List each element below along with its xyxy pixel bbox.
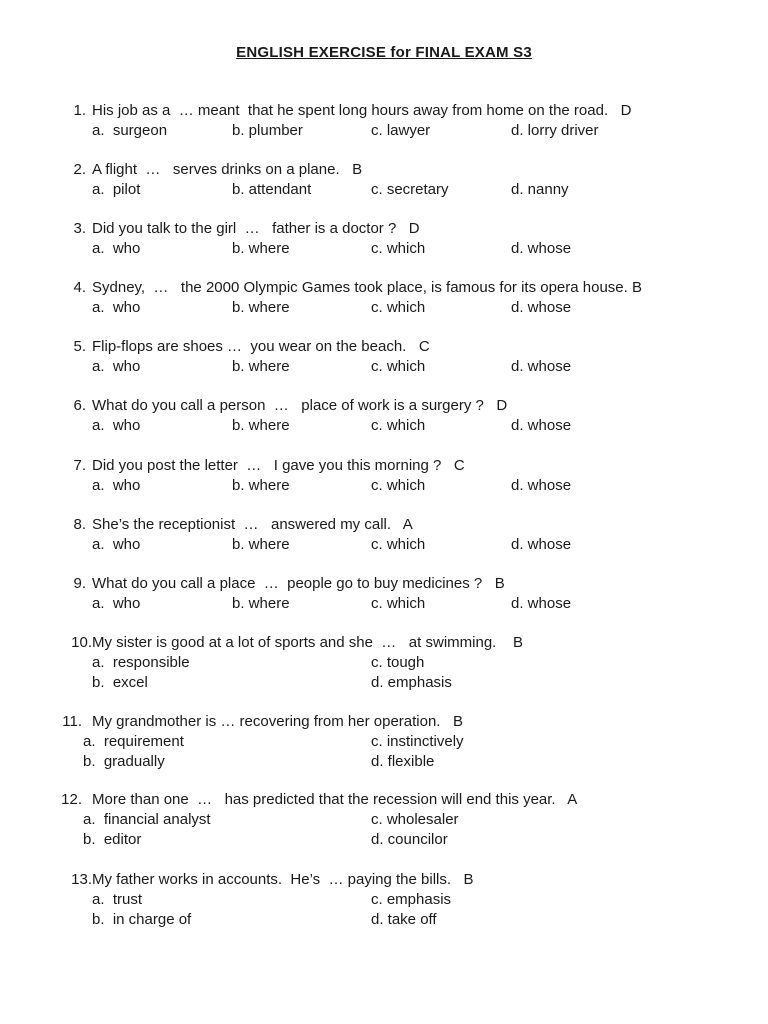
question-7	[0, 456, 768, 496]
option-a: a. who	[92, 240, 141, 257]
option-d: d. flexible	[371, 753, 435, 770]
question-12	[0, 790, 768, 850]
option-c: c. which	[371, 595, 426, 612]
option-a: a. who	[92, 536, 141, 553]
option-b: b. gradually	[83, 753, 165, 770]
option-a: a. who	[92, 477, 141, 494]
question-text: Flip-flops are shoes … you wear on the beach. C	[92, 338, 430, 355]
option-a: a. trust	[92, 891, 143, 908]
option-d: d. whose	[511, 240, 572, 257]
option-c: c. which	[371, 477, 426, 494]
question-number: 6.	[73, 397, 86, 414]
option-c: c. which	[371, 299, 426, 316]
option-b: b. excel	[92, 674, 148, 691]
question-text: My father works in accounts. He’s … paying the bills. B	[92, 871, 474, 888]
option-c: c. tough	[371, 654, 425, 671]
option-b: b. where	[232, 417, 290, 434]
option-a: a. surgeon	[92, 122, 168, 139]
question-text: Did you talk to the girl … father is a doctor ? D	[92, 220, 420, 237]
question-number: 1.	[73, 102, 86, 119]
option-c: c. which	[371, 417, 426, 434]
question-text: She’s the receptionist … answered my call. A	[92, 516, 413, 533]
option-a: a. who	[92, 417, 141, 434]
option-d: d. whose	[511, 477, 572, 494]
question-text: More than one … has predicted that the recession will end this year. A	[92, 791, 578, 808]
question-11	[0, 712, 768, 772]
option-d: d. whose	[511, 595, 572, 612]
page-title: ENGLISH EXERCISE for FINAL EXAM S3	[236, 44, 532, 61]
option-d: d. whose	[511, 536, 572, 553]
option-d: d. whose	[511, 358, 572, 375]
question-13	[0, 870, 768, 930]
question-text: A flight … serves drinks on a plane. B	[92, 161, 363, 178]
option-b: b. where	[232, 536, 290, 553]
option-d: d. whose	[511, 417, 572, 434]
option-a: a. financial analyst	[83, 811, 211, 828]
question-number: 2.	[73, 161, 86, 178]
option-b: b. where	[232, 358, 290, 375]
question-number: 8.	[73, 516, 86, 533]
question-text: My sister is good at a lot of sports and she … at swimming. B	[92, 634, 524, 651]
option-b: b. where	[232, 595, 290, 612]
question-number: 10.	[71, 634, 92, 651]
option-b: b. where	[232, 240, 290, 257]
option-c: c. which	[371, 536, 426, 553]
question-text: Did you post the letter … I gave you this morning ? C	[92, 457, 465, 474]
question-number: 11.	[62, 713, 82, 730]
option-d: d. whose	[511, 299, 572, 316]
option-a: a. who	[92, 358, 141, 375]
option-d: d. emphasis	[371, 674, 452, 691]
option-c: c. instinctively	[371, 733, 464, 750]
question-number: 4.	[73, 279, 86, 296]
option-c: c. emphasis	[371, 891, 452, 908]
question-3	[0, 219, 768, 259]
option-b: b. plumber	[232, 122, 303, 139]
question-text: What do you call a person … place of work is a surgery ? D	[92, 397, 508, 414]
question-10	[0, 633, 768, 693]
option-c: c. lawyer	[371, 122, 431, 139]
option-a: a. responsible	[92, 654, 190, 671]
question-text: Sydney, … the 2000 Olympic Games took place, is famous for its opera house. B	[92, 279, 642, 296]
question-number: 9.	[73, 575, 86, 592]
option-d: d. councilor	[371, 831, 448, 848]
option-a: a. who	[92, 595, 141, 612]
question-number: 13.	[71, 871, 92, 888]
option-b: b. editor	[83, 831, 142, 848]
question-text: What do you call a place … people go to buy medicines ? B	[92, 575, 505, 592]
question-4	[0, 278, 768, 318]
question-text: My grandmother is … recovering from her operation. B	[92, 713, 463, 730]
option-c: c. secretary	[371, 181, 449, 198]
option-c: c. which	[371, 358, 426, 375]
option-d: d. lorry driver	[511, 122, 599, 139]
option-a: a. requirement	[83, 733, 184, 750]
question-1	[0, 101, 768, 141]
option-b: b. in charge of	[92, 911, 192, 928]
option-d: d. take off	[371, 911, 437, 928]
option-a: a. who	[92, 299, 141, 316]
question-5	[0, 337, 768, 377]
option-a: a. pilot	[92, 181, 141, 198]
question-6	[0, 396, 768, 436]
option-d: d. nanny	[511, 181, 569, 198]
question-number: 12.	[61, 791, 82, 808]
question-number: 5.	[73, 338, 86, 355]
question-number: 3.	[73, 220, 86, 237]
option-c: c. wholesaler	[371, 811, 459, 828]
question-9	[0, 574, 768, 614]
option-c: c. which	[371, 240, 426, 257]
option-b: b. where	[232, 299, 290, 316]
question-8	[0, 515, 768, 555]
question-2	[0, 160, 768, 200]
question-number: 7.	[73, 457, 86, 474]
question-text: His job as a … meant that he spent long hours away from home on the road. D	[92, 102, 632, 119]
option-b: b. where	[232, 477, 290, 494]
option-b: b. attendant	[232, 181, 312, 198]
